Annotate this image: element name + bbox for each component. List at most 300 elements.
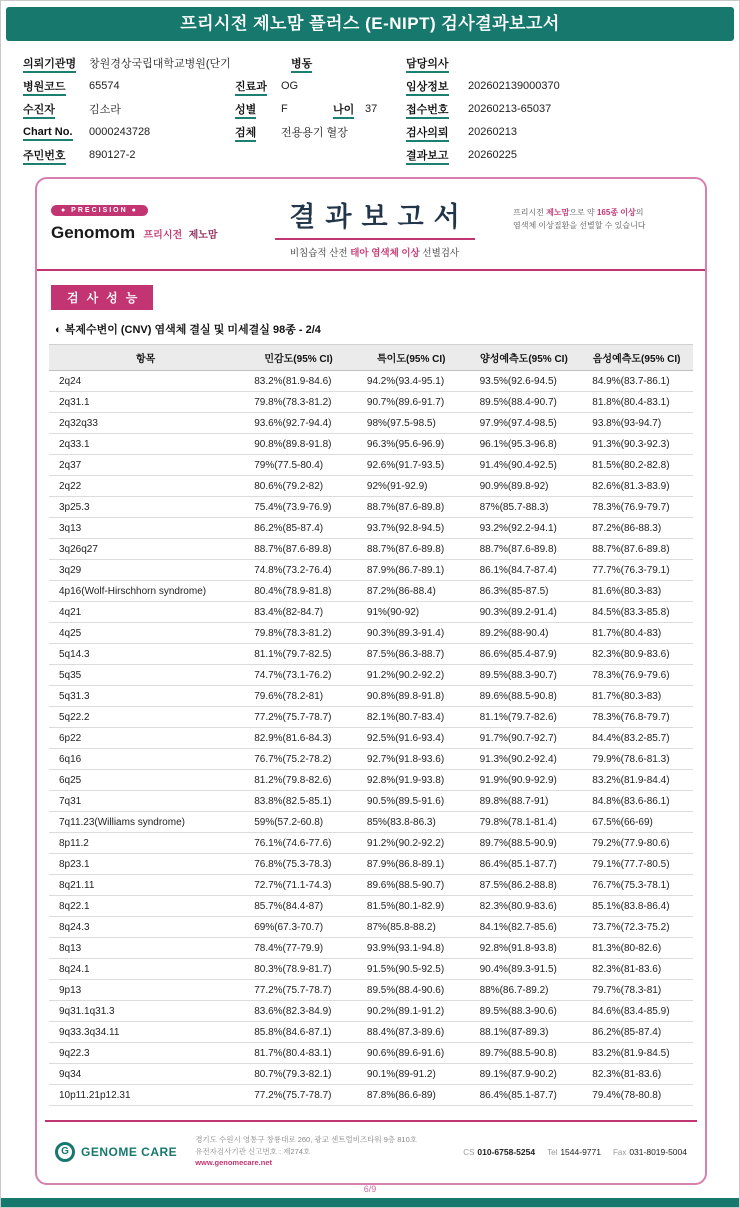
brand-name-ko-genomom: 제노맘: [188, 230, 218, 241]
cell-value: 67.5%(66-69): [580, 812, 693, 833]
info-label-text: 결과보고: [406, 150, 449, 165]
page-title: 프리시전 제노맘 플러스 (E-NIPT) 검사결과보고서: [180, 14, 560, 33]
info-value: 37: [365, 102, 378, 115]
cell-value: 91.2%(90.2-92.2): [355, 833, 468, 854]
cell-value: 82.3%(80.9-83.6): [580, 644, 693, 665]
contact-label: Tel: [547, 1147, 558, 1157]
text-part: 프리시전: [513, 208, 547, 217]
cell-item: 8q21.11: [49, 875, 242, 896]
table-row: [49, 980, 693, 1001]
cell-value: 89.6%(88.5-90.7): [355, 875, 468, 896]
info-label: [406, 78, 468, 94]
cell-value: 86.3%(85-87.5): [468, 581, 581, 602]
info-label: [291, 55, 337, 71]
info-label: [235, 101, 281, 117]
cell-value: 80.6%(79.2-82): [242, 476, 355, 497]
cell-item: 7q11.23(Williams syndrome): [49, 812, 242, 833]
table-row: [49, 560, 693, 581]
cell-item: 9q33.3q34.11: [49, 1022, 242, 1043]
cell-value: 83.6%(82.3-84.9): [242, 1001, 355, 1022]
table-row: [49, 665, 693, 686]
info-field: [235, 120, 415, 143]
info-label-text: 검사의뢰: [406, 127, 449, 142]
cell-value: 87%(85.7-88.3): [468, 497, 581, 518]
cell-value: 87.5%(86.3-88.7): [355, 644, 468, 665]
cell-value: 81.7%(80.4-83): [580, 623, 693, 644]
cell-value: 91%(90-92): [355, 602, 468, 623]
cell-value: 87.8%(86.6-89): [355, 1085, 468, 1106]
table-row: [49, 392, 693, 413]
cell-value: 82.9%(81.6-84.3): [242, 728, 355, 749]
cell-item: 4q25: [49, 623, 242, 644]
info-label: [406, 124, 468, 140]
table-row: [49, 833, 693, 854]
info-label: [23, 147, 89, 163]
text-part: 태아 염색체 이상: [350, 248, 420, 259]
report-title-block: [236, 191, 513, 259]
cell-value: 79.8%(78.3-81.2): [242, 392, 355, 413]
table-row: [49, 686, 693, 707]
cell-value: 89.5%(88.3-90.6): [468, 1001, 581, 1022]
cell-item: 8q24.3: [49, 917, 242, 938]
cell-value: 90.4%(89.3-91.5): [468, 959, 581, 980]
info-label-text: 병원코드: [23, 81, 66, 96]
cell-value: 81.5%(80.2-82.8): [580, 455, 693, 476]
cell-value: 89.5%(88.4-90.6): [355, 980, 468, 1001]
cell-item: 5q14.3: [49, 644, 242, 665]
table-row: [49, 497, 693, 518]
info-label: [23, 78, 89, 94]
cell-item: 6q16: [49, 749, 242, 770]
website-link[interactable]: www.genomecare.net: [195, 1158, 273, 1168]
info-label: [23, 126, 89, 138]
cell-item: 3q26q27: [49, 539, 242, 560]
cell-value: 86.4%(85.1-87.7): [468, 1085, 581, 1106]
contact-item: [613, 1147, 687, 1157]
info-field: [406, 51, 726, 74]
table-row: [49, 749, 693, 770]
info-field: [406, 143, 726, 166]
cell-value: 87.2%(86-88.4): [355, 581, 468, 602]
table-row: [49, 644, 693, 665]
cell-value: 77.2%(75.7-78.7): [242, 707, 355, 728]
info-field: [23, 143, 298, 166]
cell-value: 90.9%(89.8-92): [468, 476, 581, 497]
cell-value: 83.2%(81.9-84.5): [580, 1043, 693, 1064]
header-note: [513, 191, 691, 233]
cell-value: 77.2%(75.7-78.7): [242, 980, 355, 1001]
cell-item: 6p22: [49, 728, 242, 749]
info-field: [235, 74, 415, 97]
precision-badge: ● PRECISION ●: [51, 205, 148, 216]
table-row: [49, 959, 693, 980]
cell-value: 89.5%(88.4-90.7): [468, 392, 581, 413]
table-row: [49, 1043, 693, 1064]
table-row: [49, 623, 693, 644]
cell-value: 91.2%(90.2-92.2): [355, 665, 468, 686]
cell-value: 84.5%(83.3-85.8): [580, 602, 693, 623]
cell-value: 88.7%(87.6-89.8): [242, 539, 355, 560]
text-part: 제노맘: [546, 208, 570, 217]
cell-value: 84.9%(83.7-86.1): [580, 371, 693, 392]
cell-item: 9q31.1q31.3: [49, 1001, 242, 1022]
info-label: [23, 55, 89, 71]
contact-value: 1544-9771: [560, 1146, 601, 1157]
performance-table: [49, 344, 693, 1106]
cell-value: 86.1%(84.7-87.4): [468, 560, 581, 581]
cell-item: 2q37: [49, 455, 242, 476]
cell-value: 88.4%(87.3-89.6): [355, 1022, 468, 1043]
cell-value: 82.6%(81.3-83.9): [580, 476, 693, 497]
table-row: [49, 896, 693, 917]
cell-value: 91.3%(90.3-92.3): [580, 434, 693, 455]
text-part: 으로 약: [569, 208, 597, 217]
cell-value: 82.3%(81-83.6): [580, 1064, 693, 1085]
cell-value: 90.2%(89.1-91.2): [355, 1001, 468, 1022]
cell-item: 5q31.3: [49, 686, 242, 707]
cell-item: 3q29: [49, 560, 242, 581]
cell-value: 98%(97.5-98.5): [355, 413, 468, 434]
brand-line: [51, 223, 236, 243]
cell-value: 84.8%(83.6-86.1): [580, 791, 693, 812]
cell-value: 81.7%(80.3-83): [580, 686, 693, 707]
cell-value: 81.1%(79.7-82.6): [468, 707, 581, 728]
cell-value: 88.7%(87.6-89.8): [580, 539, 693, 560]
cell-item: 9p13: [49, 980, 242, 1001]
header-note-line2: 염색체 이상질환을 선별할 수 있습니다: [513, 220, 646, 230]
cell-item: 7q31: [49, 791, 242, 812]
cell-value: 84.6%(83.4-85.9): [580, 1001, 693, 1022]
address-block: [195, 1134, 417, 1169]
cell-value: 93.6%(92.7-94.4): [242, 413, 355, 434]
cell-value: 79.8%(78.1-81.4): [468, 812, 581, 833]
genomecare-company-name: GENOME CARE: [81, 1144, 178, 1159]
table-row: [49, 581, 693, 602]
info-label: [235, 78, 281, 94]
report-main-title: 결과보고서: [289, 202, 470, 232]
genomecare-logo-icon: G: [55, 1142, 75, 1162]
info-label: [406, 101, 468, 117]
report-subtitle: [236, 245, 513, 259]
cell-value: 81.5%(80.1-82.9): [355, 896, 468, 917]
contact-item: [547, 1147, 601, 1157]
cell-value: 59%(57.2-60.8): [242, 812, 355, 833]
cell-value: 89.1%(87.9-90.2): [468, 1064, 581, 1085]
cell-value: 91.3%(90.2-92.4): [468, 749, 581, 770]
info-value: 전용용기 혈장: [281, 126, 348, 139]
info-label-text: 주민번호: [23, 150, 66, 165]
cell-value: 89.2%(88-90.4): [468, 623, 581, 644]
page-number: 6/9: [363, 1184, 377, 1194]
cell-value: 81.3%(80-82.6): [580, 938, 693, 959]
contact-item: [463, 1147, 535, 1157]
info-label-text: 검체: [235, 127, 256, 142]
cell-value: 85.7%(84.4-87): [242, 896, 355, 917]
cell-item: 9q34: [49, 1064, 242, 1085]
cell-item: 8p11.2: [49, 833, 242, 854]
cell-item: 8p23.1: [49, 854, 242, 875]
table-row: [49, 854, 693, 875]
table-row: [49, 875, 693, 896]
patient-info-middle-column: [235, 51, 415, 143]
info-label-text: 임상정보: [406, 81, 449, 96]
cell-value: 88.7%(87.6-89.8): [355, 539, 468, 560]
performance-table-head: [49, 345, 693, 371]
cell-value: 89.6%(88.5-90.8): [468, 686, 581, 707]
cell-value: 84.4%(83.2-85.7): [580, 728, 693, 749]
table-row: [49, 770, 693, 791]
cell-item: 4p16(Wolf-Hirschhorn syndrome): [49, 581, 242, 602]
contact-label: CS: [463, 1147, 475, 1157]
info-field: [406, 120, 726, 143]
cell-value: 78.3%(76.9-79.6): [580, 665, 693, 686]
info-label: [23, 101, 89, 117]
cell-item: 5q35: [49, 665, 242, 686]
cell-value: 83.2%(81.9-84.4): [580, 770, 693, 791]
cell-item: 3q13: [49, 518, 242, 539]
bottom-teal-bar: [1, 1198, 739, 1207]
brand-name-en: Genomom: [51, 223, 136, 242]
text-part: 의: [635, 208, 644, 217]
info-field: [235, 97, 415, 120]
info-field: [235, 51, 415, 74]
table-row: [49, 1001, 693, 1022]
cell-value: 97.9%(97.4-98.5): [468, 413, 581, 434]
cell-value: 83.2%(81.9-84.6): [242, 371, 355, 392]
table-row: [49, 539, 693, 560]
cell-value: 88.7%(87.6-89.8): [355, 497, 468, 518]
cell-value: 90.6%(89.6-91.6): [355, 1043, 468, 1064]
genomecare-logo: [55, 1142, 177, 1162]
cell-value: 74.7%(73.1-76.2): [242, 665, 355, 686]
patient-info-section: [23, 51, 721, 171]
table-row: [49, 707, 693, 728]
cell-value: 79%(77.5-80.4): [242, 455, 355, 476]
info-field: [406, 97, 726, 120]
cell-value: 83.8%(82.5-85.1): [242, 791, 355, 812]
cell-value: 87.9%(86.8-89.1): [355, 854, 468, 875]
info-field: [406, 74, 726, 97]
header-note-line1: [513, 207, 691, 220]
info-label-text: 의뢰기관명: [23, 58, 76, 73]
info-label-text: 수진자: [23, 104, 55, 119]
table-row: [49, 728, 693, 749]
table-row: [49, 476, 693, 497]
cell-value: 91.5%(90.5-92.5): [355, 959, 468, 980]
cell-value: 90.1%(89-91.2): [355, 1064, 468, 1085]
cell-value: 76.8%(75.3-78.3): [242, 854, 355, 875]
col-header-item: 항목: [49, 345, 242, 371]
cell-item: 9q22.3: [49, 1043, 242, 1064]
result-report-box: [35, 177, 707, 1185]
cell-value: 80.3%(78.9-81.7): [242, 959, 355, 980]
cell-value: 91.4%(90.4-92.5): [468, 455, 581, 476]
table-header-row: [49, 345, 693, 371]
cell-value: 80.4%(78.9-81.8): [242, 581, 355, 602]
table-row: [49, 791, 693, 812]
cell-value: 94.2%(93.4-95.1): [355, 371, 468, 392]
cell-value: 81.1%(79.7-82.5): [242, 644, 355, 665]
info-value: F: [281, 102, 288, 115]
info-label: [235, 124, 281, 140]
info-label-text: 접수번호: [406, 104, 449, 119]
cell-value: 92.7%(91.8-93.6): [355, 749, 468, 770]
cell-value: 86.4%(85.1-87.7): [468, 854, 581, 875]
cell-item: 8q13: [49, 938, 242, 959]
cell-value: 69%(67.3-70.7): [242, 917, 355, 938]
cell-value: 79.4%(78-80.8): [580, 1085, 693, 1106]
cell-value: 86.2%(85-87.4): [242, 518, 355, 539]
cell-value: 86.6%(85.4-87.9): [468, 644, 581, 665]
cell-value: 89.7%(88.5-90.8): [468, 1043, 581, 1064]
cell-value: 75.4%(73.9-76.9): [242, 497, 355, 518]
info-label-text: 나이: [333, 104, 354, 119]
cell-value: 90.8%(89.8-91.8): [242, 434, 355, 455]
cell-value: 90.3%(89.3-91.4): [355, 623, 468, 644]
cell-item: 2q24: [49, 371, 242, 392]
cell-value: 74.8%(73.2-76.4): [242, 560, 355, 581]
cell-value: 88.7%(87.6-89.8): [468, 539, 581, 560]
cell-value: 85.1%(83.8-86.4): [580, 896, 693, 917]
cell-item: 2q32q33: [49, 413, 242, 434]
info-label-text: 성별: [235, 104, 256, 119]
cell-value: 93.7%(92.8-94.5): [355, 518, 468, 539]
info-value: 890127-2: [89, 148, 136, 161]
table-row: [49, 1064, 693, 1085]
address-line1: 경기도 수원시 영통구 창룡대로 260, 광교 센트럴비즈타워 9층 810호: [195, 1135, 418, 1145]
table-row: [49, 434, 693, 455]
col-header-ppv: 양성예측도(95% CI): [468, 345, 581, 371]
col-header-npv: 음성예측도(95% CI): [580, 345, 693, 371]
patient-info-right-column: [406, 51, 726, 166]
cell-value: 90.7%(89.6-91.7): [355, 392, 468, 413]
cell-value: 76.1%(74.6-77.6): [242, 833, 355, 854]
table-row: [49, 917, 693, 938]
info-value: 김소라: [89, 103, 121, 116]
cell-value: 81.7%(80.4-83.1): [242, 1043, 355, 1064]
cell-value: 79.8%(78.3-81.2): [242, 623, 355, 644]
cell-value: 87%(85.8-88.2): [355, 917, 468, 938]
report-footer: [45, 1120, 697, 1183]
cell-value: 79.7%(78.3-81): [580, 980, 693, 1001]
report-header: [37, 179, 705, 271]
cell-value: 88.1%(87-89.3): [468, 1022, 581, 1043]
cell-value: 73.7%(72.3-75.2): [580, 917, 693, 938]
info-label: [406, 147, 468, 163]
cell-value: 82.3%(80.9-83.6): [468, 896, 581, 917]
cell-value: 77.2%(75.7-78.7): [242, 1085, 355, 1106]
cell-value: 87.9%(86.7-89.1): [355, 560, 468, 581]
info-value: 0000243728: [89, 125, 151, 138]
cell-value: 93.9%(93.1-94.8): [355, 938, 468, 959]
table-row: [49, 602, 693, 623]
cell-item: 8q24.1: [49, 959, 242, 980]
cell-value: 81.6%(80.3-83): [580, 581, 693, 602]
cell-value: 79.6%(78.2-81): [242, 686, 355, 707]
contact-value: 010-6758-5254: [477, 1146, 536, 1157]
cell-value: 90.3%(89.2-91.4): [468, 602, 581, 623]
cell-value: 78.3%(76.9-79.7): [580, 497, 693, 518]
table-row: [49, 938, 693, 959]
title-underline: [275, 238, 475, 240]
cell-value: 89.8%(88.7-91): [468, 791, 581, 812]
contact-block: [463, 1147, 687, 1157]
report-title-banner: [6, 7, 734, 41]
cell-value: 72.7%(71.1-74.3): [242, 875, 355, 896]
contact-label: Fax: [612, 1147, 627, 1157]
table-row: [49, 1022, 693, 1043]
cell-value: 96.3%(95.6-96.9): [355, 434, 468, 455]
info-value: 20260213-65037: [468, 102, 552, 115]
brand-name-ko-precision: 프리시전: [143, 230, 183, 241]
genomom-brand-block: [51, 191, 236, 243]
cell-value: 89.7%(88.5-90.9): [468, 833, 581, 854]
cell-value: 89.5%(88.3-90.7): [468, 665, 581, 686]
info-label: [406, 55, 468, 71]
cell-item: 4q21: [49, 602, 242, 623]
info-value: 65574: [89, 79, 120, 92]
cell-value: 82.1%(80.7-83.4): [355, 707, 468, 728]
cell-value: 86.2%(85-87.4): [580, 1022, 693, 1043]
info-value: OG: [281, 79, 299, 92]
cell-value: 91.7%(90.7-92.7): [468, 728, 581, 749]
cell-item: 6q25: [49, 770, 242, 791]
table-row: [49, 812, 693, 833]
cell-value: 93.2%(92.2-94.1): [468, 518, 581, 539]
cell-value: 92%(91-92.9): [355, 476, 468, 497]
cell-value: 93.5%(92.6-94.5): [468, 371, 581, 392]
info-value: 20260225: [468, 148, 517, 161]
cell-value: 84.1%(82.7-85.6): [468, 917, 581, 938]
info-label-text: 담당의사: [406, 58, 449, 73]
cell-value: 92.5%(91.6-93.4): [355, 728, 468, 749]
cell-item: 2q22: [49, 476, 242, 497]
text-part: 165종 이상: [596, 208, 636, 217]
performance-table-body: [49, 371, 693, 1106]
cell-value: 85.8%(84.6-87.1): [242, 1022, 355, 1043]
col-header-sensitivity: 민감도(95% CI): [242, 345, 355, 371]
cell-value: 77.7%(76.3-79.1): [580, 560, 693, 581]
cell-value: 79.1%(77.7-80.5): [580, 854, 693, 875]
cell-value: 93.8%(93-94.7): [580, 413, 693, 434]
text-part: 비침습적 산전: [289, 248, 351, 259]
cell-value: 82.3%(81-83.6): [580, 959, 693, 980]
info-value: 20260213: [468, 125, 517, 138]
info-label: [333, 101, 365, 117]
info-label-text: 병동: [291, 58, 312, 73]
cell-value: 91.9%(90.9-92.9): [468, 770, 581, 791]
cell-value: 80.7%(79.3-82.1): [242, 1064, 355, 1085]
address-line2: 유전자검사기관 신고번호 : 제274호: [195, 1146, 311, 1156]
cell-item: 3p25.3: [49, 497, 242, 518]
col-header-specificity: 특이도(95% CI): [355, 345, 468, 371]
cell-value: 78.3%(76.8-79.7): [580, 707, 693, 728]
cell-item: 8q22.1: [49, 896, 242, 917]
cell-item: 5q22.2: [49, 707, 242, 728]
cell-value: 87.2%(86-88.3): [580, 518, 693, 539]
section-subtitle-cnv: ◐ 복제수변이 (CNV) 염색체 결실 및 미세결실 98종 - 2/4: [55, 324, 321, 336]
cell-value: 87.5%(86.2-88.8): [468, 875, 581, 896]
section-title-test-performance: 검사성능: [51, 285, 153, 310]
cell-value: 76.7%(75.2-78.2): [242, 749, 355, 770]
cell-value: 83.4%(82-84.7): [242, 602, 355, 623]
cell-value: 81.2%(79.8-82.6): [242, 770, 355, 791]
cell-value: 92.8%(91.8-93.8): [468, 938, 581, 959]
contact-value: 031-8019-5004: [629, 1146, 687, 1157]
cell-value: 78.4%(77-79.9): [242, 938, 355, 959]
info-value: 202602139000370: [468, 79, 560, 92]
cell-item: 10p11.21p12.31: [49, 1085, 242, 1106]
